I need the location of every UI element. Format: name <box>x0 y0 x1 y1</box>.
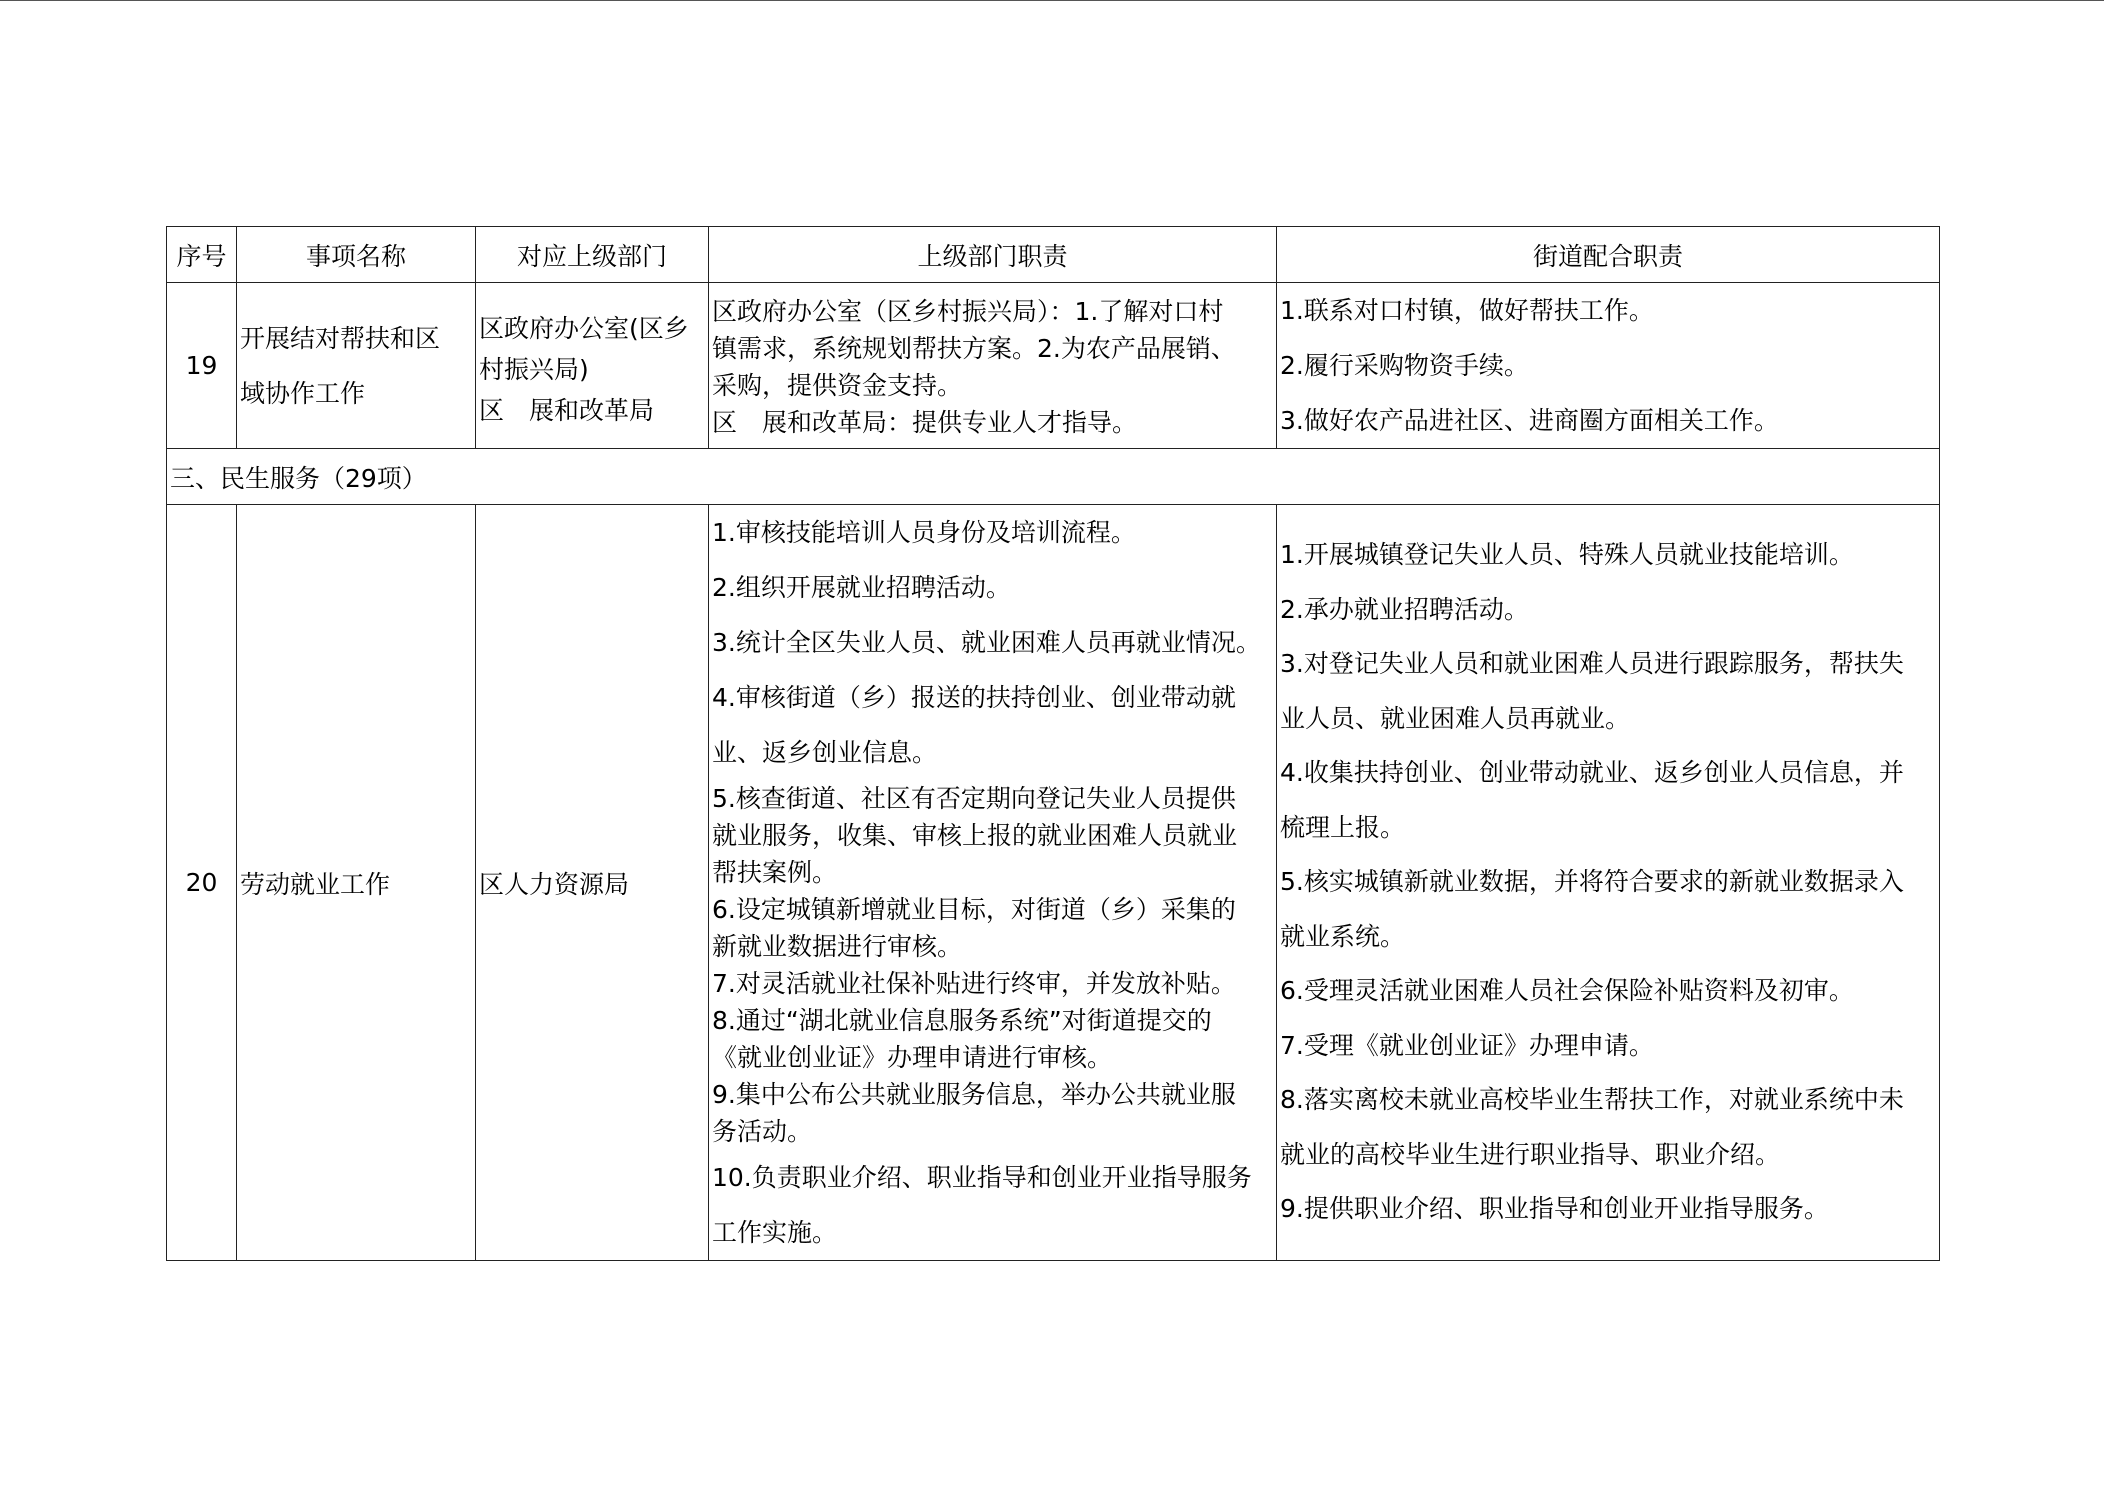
duty-line: 5.核查街道、社区有否定期向登记失业人员提供 <box>712 784 1236 813</box>
street-cell <box>1277 283 1940 449</box>
street-line: 5.核实城镇新就业数据，并将符合要求的新就业数据录入 <box>1280 867 1904 897</box>
street-line: 7.受理《就业创业证》办理申请。 <box>1280 1030 1654 1060</box>
street-line: 1.开展城镇登记失业人员、特殊人员就业技能培训。 <box>1280 540 1854 570</box>
section-title: 三、民生服务（29项） <box>167 449 1940 505</box>
street-line: 8.落实离校未就业高校毕业生帮扶工作，对就业系统中未 <box>1280 1085 1904 1115</box>
row-number: 19 <box>167 283 237 449</box>
duty-line: 3.统计全区失业人员、就业困难人员再就业情况。 <box>712 628 1261 657</box>
street-line: 业人员、就业困难人员再就业。 <box>1280 703 1631 733</box>
duty-line: 6.设定城镇新增就业目标，对街道（乡）采集的 <box>712 895 1236 924</box>
duty-line: 1.审核技能培训人员身份及培训流程。 <box>712 518 1136 547</box>
duty-line: 2.组织开展就业招聘活动。 <box>712 573 1011 602</box>
duty-line: 《就业创业证》办理申请进行审核。 <box>712 1043 1113 1072</box>
duty-line: 帮扶案例。 <box>712 858 838 887</box>
header-street: 街道配合职责 <box>1277 227 1940 283</box>
duty-cell <box>709 505 1277 1261</box>
street-line: 3.对登记失业人员和就业困难人员进行跟踪服务，帮扶失 <box>1280 649 1904 679</box>
dept-line: 区 展和改革局 <box>479 396 655 425</box>
street-cell <box>1277 505 1940 1261</box>
dept-cell <box>476 283 709 449</box>
street-line: 3.做好农产品进社区、进商圈方面相关工作。 <box>1280 406 1779 435</box>
street-line: 梳理上报。 <box>1280 812 1406 842</box>
header-dept: 对应上级部门 <box>476 227 709 283</box>
item-name: 劳动就业工作 <box>237 505 476 1261</box>
street-line: 就业的高校毕业生进行职业指导、职业介绍。 <box>1280 1139 1781 1169</box>
header-num: 序号 <box>167 227 237 283</box>
duty-line: 镇需求，系统规划帮扶方案。2.为农产品展销、 <box>712 333 1236 363</box>
item-name <box>237 283 476 449</box>
dept-line: 区政府办公室(区乡 <box>479 314 689 343</box>
duty-line: 新就业数据进行审核。 <box>712 932 963 961</box>
duty-line: 务活动。 <box>712 1117 813 1146</box>
duty-line: 区 展和改革局：提供专业人才指导。 <box>712 407 1138 437</box>
duty-line: 8.通过“湖北就业信息服务系统”对街道提交的 <box>712 1006 1212 1035</box>
dept-cell: 区人力资源局 <box>476 505 709 1261</box>
table-row <box>167 505 1940 1261</box>
duty-table <box>166 226 1940 1261</box>
duty-line: 业、返乡创业信息。 <box>712 738 938 767</box>
duty-line: 9.集中公布公共就业服务信息，举办公共就业服 <box>712 1080 1236 1109</box>
duty-line: 工作实施。 <box>712 1218 838 1247</box>
street-line: 2.履行采购物资手续。 <box>1280 351 1529 380</box>
street-line: 1.联系对口村镇，做好帮扶工作。 <box>1280 296 1654 325</box>
street-line: 4.收集扶持创业、创业带动就业、返乡创业人员信息，并 <box>1280 758 1904 788</box>
duty-line: 区政府办公室（区乡村振兴局）：1.了解对口村 <box>712 296 1224 326</box>
item-name-line: 开展结对帮扶和区 <box>240 323 441 353</box>
street-line: 9.提供职业介绍、职业指导和创业开业指导服务。 <box>1280 1194 1829 1224</box>
header-row <box>167 227 1940 283</box>
header-duty: 上级部门职责 <box>709 227 1277 283</box>
duty-line: 就业服务，收集、审核上报的就业困难人员就业 <box>712 821 1238 850</box>
table-row <box>167 283 1940 449</box>
header-name: 事项名称 <box>237 227 476 283</box>
section-row <box>167 449 1940 505</box>
duty-line: 采购，提供资金支持。 <box>712 370 963 400</box>
duty-line: 7.对灵活就业社保补贴进行终审，并发放补贴。 <box>712 969 1236 998</box>
dept-line: 村振兴局) <box>479 355 589 384</box>
duty-line: 10.负责职业介绍、职业指导和创业开业指导服务 <box>712 1163 1252 1192</box>
row-number: 20 <box>167 505 237 1261</box>
street-line: 2.承办就业招聘活动。 <box>1280 594 1529 624</box>
street-line: 就业系统。 <box>1280 921 1406 951</box>
duty-cell <box>709 283 1277 449</box>
duty-line: 4.审核街道（乡）报送的扶持创业、创业带动就 <box>712 683 1236 712</box>
item-name-line: 域协作工作 <box>240 378 366 408</box>
street-line: 6.受理灵活就业困难人员社会保险补贴资料及初审。 <box>1280 976 1854 1006</box>
